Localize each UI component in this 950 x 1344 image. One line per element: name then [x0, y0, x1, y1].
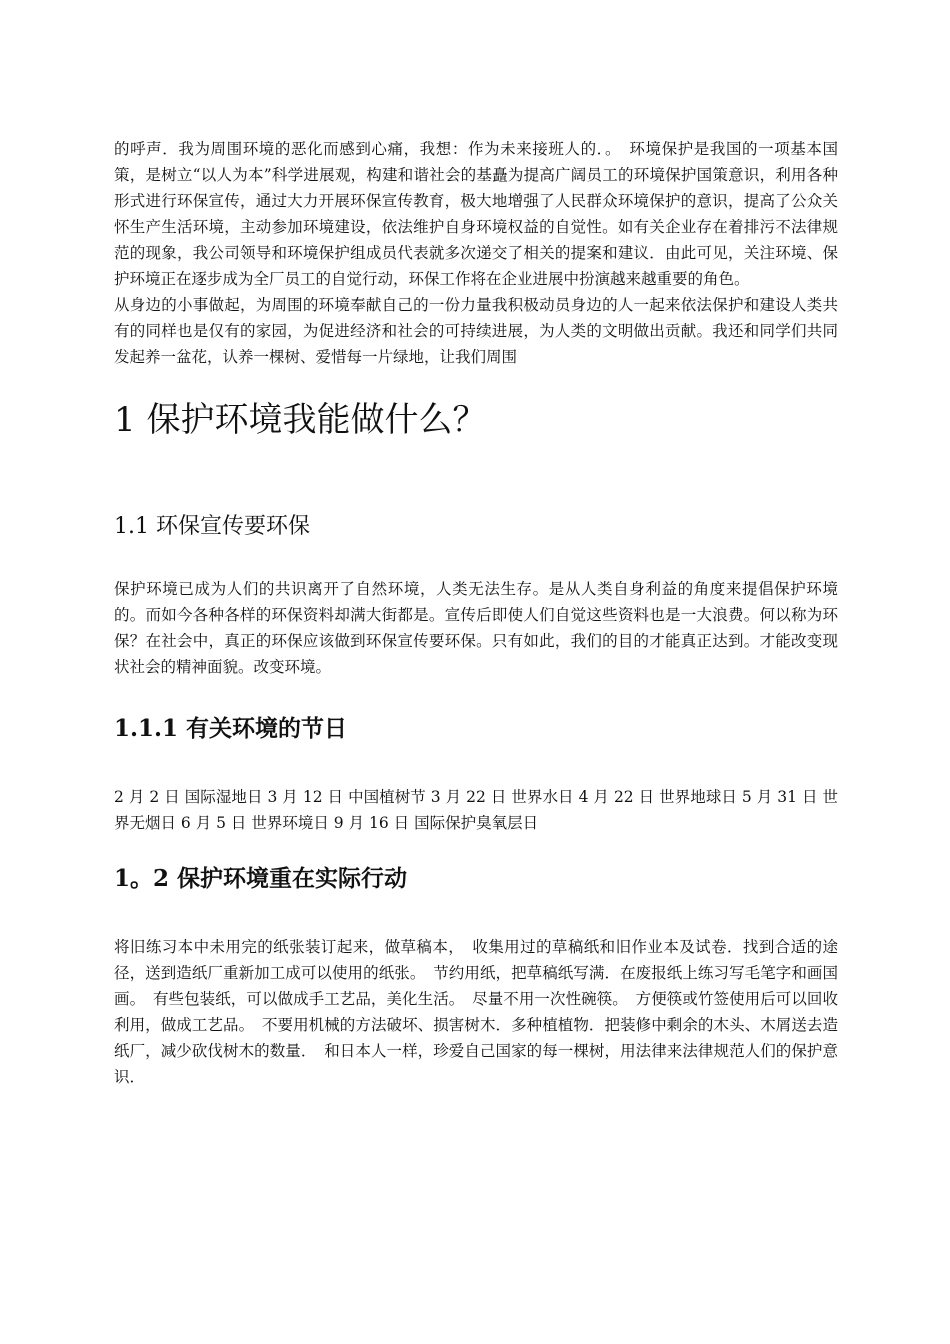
paragraph-1-1-1: 2 月 2 日 国际湿地日 3 月 12 日 中国植树节 3 月 22 日 世界水日 4 月 22 日 世界地球日 5 月 31 日 世界无烟日 6 月 5 日 世界环境日 9 月 16 日 国际保护臭氧层日: [114, 788, 838, 832]
heading-1-2: 1。2 保护环境重在实际行动: [114, 865, 408, 892]
intro-paragraph-1: 的呼声．我为周围环境的恶化而感到心痛，我想：作为未来接班人的．。 环境保护是我国的一项基本国策，是树立“以人为本”科学进展观，构建和谐社会的基矗为提高广阔员工的环境保护国策意识，利用各种形式进行环保宣传，通过大力开展环保宣传教育，极大地增强了人民群众环境保护的意识，提高了公众关怀生产生活环境，主动参加环境建设，依法维护自身环境权益的自觉性。如有关企业存在着排污不法律规范的现象，我公司领导和环境保护组成员代表就多次递交了相关的提案和建议．由此可见，关注环境、保护环境正在逐步成为全厂员工的自觉行动，环保工作将在企业进展中扮演越来越重要的角色。: [114, 140, 838, 288]
heading-1-1-1: 1.1.1 有关环境的节日: [114, 715, 348, 742]
paragraph-1-1: 保护环境已成为人们的共识离开了自然环境，人类无法生存。是从人类自身利益的角度来提倡保护环境的。而如今各种各样的环保资料却满大街都是。宣传后即使人们自觉这些资料也是一大浪费。何以称为环保？在社会中，真正的环保应该做到环保宣传要环保。只有如此，我们的目的才能真正达到。才能改变现状社会的精神面貌。改变环境。: [114, 580, 838, 676]
paragraph-1-2: 将旧练习本中未用完的纸张装订起来，做草稿本， 收集用过的草稿纸和旧作业本及试卷．找到合适的途径，送到造纸厂重新加工成可以使用的纸张。 节约用纸，把草稿纸写满．在废报纸上练习写毛笔字和画国画。 有些包装纸，可以做成手工艺品，美化生活。 尽量不用一次性碗筷。 方便筷或竹签使用后可以回收利用，做成工艺品。 不要用机械的方法破坏、损害树木．多种植植物．把装修中剩余的木头、木屑送去造纸厂，减少砍伐树木的数量． 和日本人一样，珍爱自己国家的每一棵树，用法律来法律规范人们的保护意识．: [114, 938, 838, 1086]
document-page: [114, 136, 838, 1090]
heading-1: 1 保护环境我能做什么？: [114, 400, 487, 440]
heading-1-1: 1.1 环保宣传要环保: [114, 514, 310, 539]
intro-paragraph-2: 从身边的小事做起，为周围的环境奉献自己的一份力量我积极动员身边的人一起来依法保护和建设人类共有的同样也是仅有的家园，为促进经济和社会的可持续进展，为人类的文明做出贡献。我还和同学们共同发起养一盆花，认养一棵树、爱惜每一片绿地，让我们周围: [114, 296, 838, 366]
